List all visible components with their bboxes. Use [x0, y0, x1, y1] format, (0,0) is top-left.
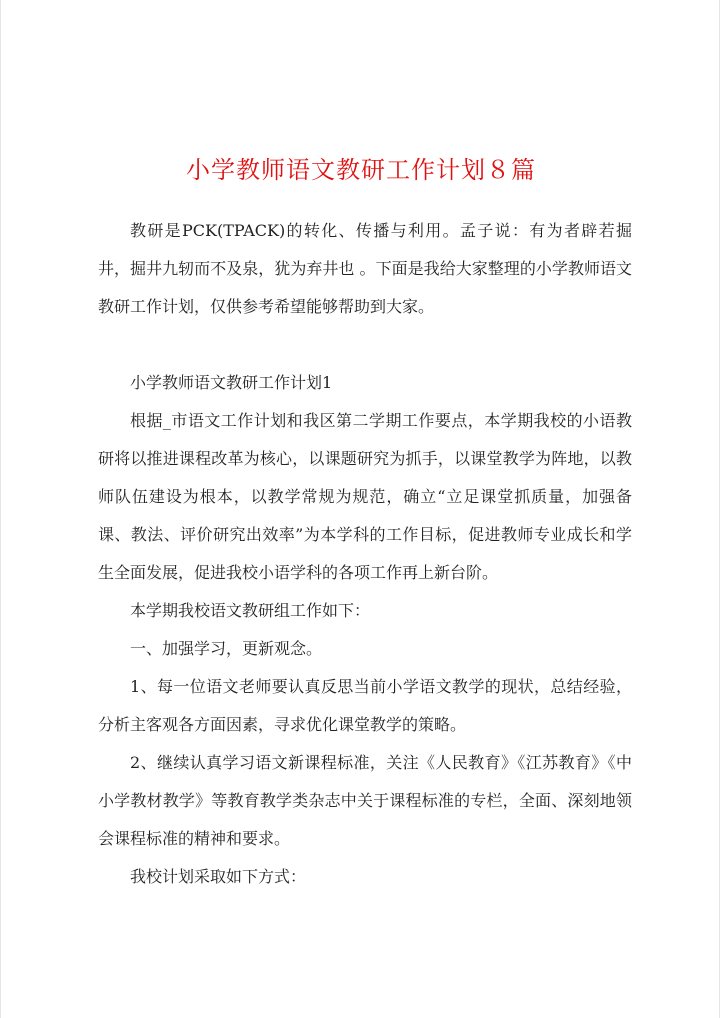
body-paragraph: 根据_市语文工作计划和我区第二学期工作要点，本学期我校的小语教研将以推进课程改革为核心，以课题研究为抓手，以课堂教学为阵地，以教师队伍建设为根本，以教学常规为规范，确立“立足课堂抓质量，加强备课、教法、评价研究出效率”为本学科的工作目标，促进教师专业成长和学生全面发展，促进我校小语学科的各项工作再上新台阶。 — [98, 411, 632, 582]
document-body — [98, 212, 632, 896]
intro-paragraph: 教研是PCK(TPACK)的转化、传播与利用。孟子说：有为者辟若掘井，掘井九轫而不及泉，犹为弃井也 。下面是我给大家整理的小学教师语文教研工作计划，仅供参考希望能够帮助到大家。 — [98, 221, 632, 316]
body-paragraph: 本学期我校语文教研组工作如下： — [130, 601, 371, 620]
list-heading: 一、加强学习，更新观念。 — [130, 639, 323, 658]
body-paragraph: 我校计划采取如下方式： — [130, 867, 307, 886]
list-item: 1、每一位语文老师要认真反思当前小学语文教学的现状，总结经验，分析主客观各方面因素，寻求优化课堂教学的策略。 — [98, 677, 632, 734]
document-title: 小学教师语文教研工作计划８篇 — [186, 156, 536, 184]
list-item: 2、继续认真学习语文新课程标准，关注《人民教育》《江苏教育》《中小学教材教学》等教育教学类杂志中关于课程标准的专栏，全面、深刻地领会课程标准的精神和要求。 — [98, 753, 632, 848]
section-heading: 小学教师语文教研工作计划1 — [130, 373, 333, 392]
